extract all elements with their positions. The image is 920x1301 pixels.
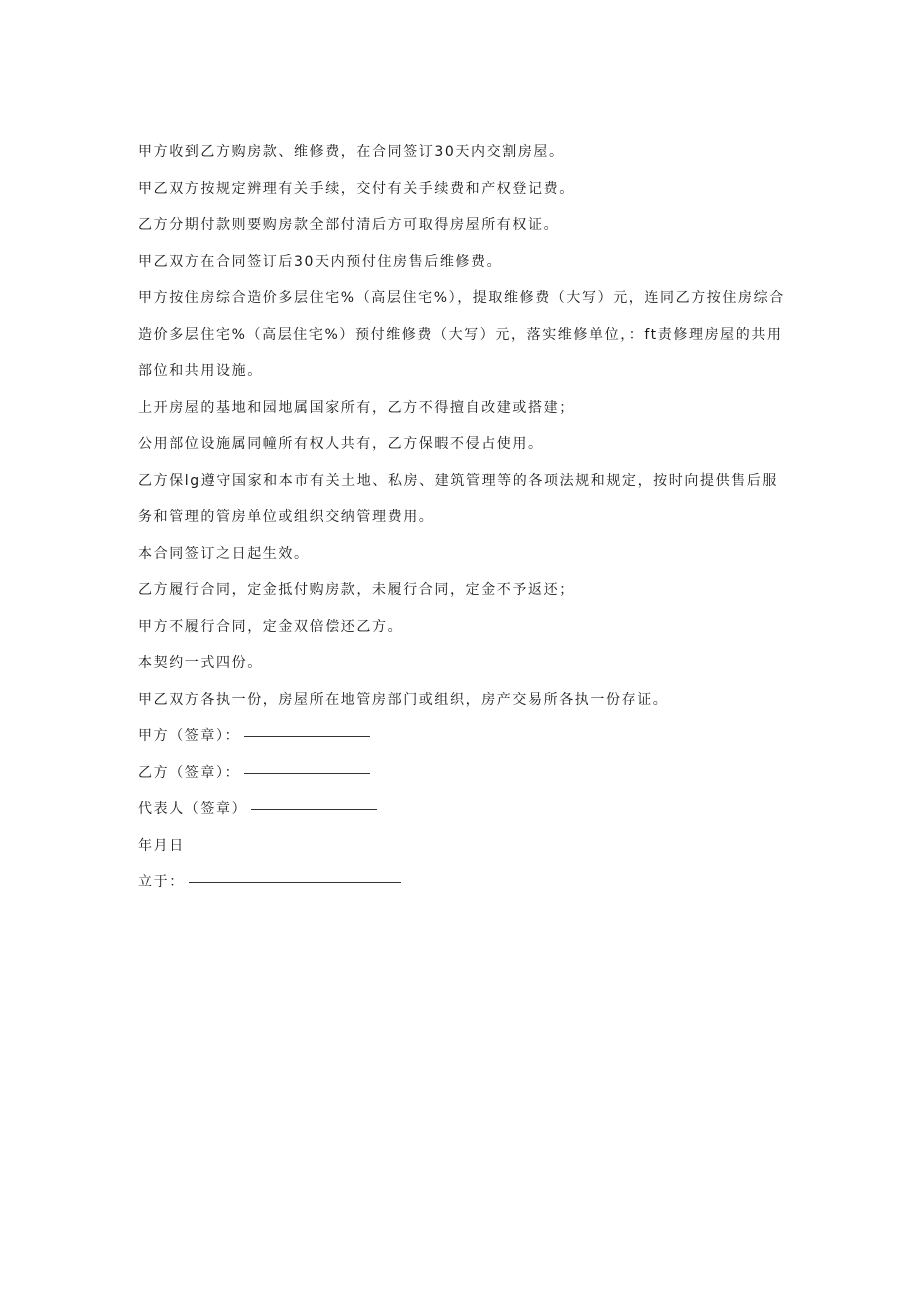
party-a-signature — [138, 718, 788, 755]
contract-body — [138, 134, 788, 901]
clause-deposit-buyer: 乙方履行合同，定金抵付购房款，未履行合同，定金不予返还； — [138, 582, 575, 598]
clause-common-facilities: 公用部位设施属同幢所有权人共有，乙方保暇不侵占使用。 — [138, 436, 544, 452]
clause-copies: 本契约一式四份。 — [138, 655, 263, 671]
clause-procedures: 甲乙双方按规定辨理有关手续，交付有关手续费和产权登记费。 — [138, 180, 575, 197]
representative-signature — [138, 791, 788, 828]
place-label: 立于： — [138, 874, 185, 890]
representative-label: 代表人（签章） — [138, 801, 248, 817]
clause-handover: 甲方收到乙方购房款、维修费，在合同签订30天内交割房屋。 — [138, 144, 565, 160]
party-b-signature-blank[interactable] — [244, 772, 370, 774]
clause-deposit-seller: 甲方不履行合同，定金双倍偿还乙方。 — [138, 618, 404, 635]
date-label: 年月日 — [138, 837, 185, 854]
signing-place — [138, 864, 788, 901]
signing-date — [138, 828, 788, 865]
clause-maintenance-fund: 甲方按住房综合造价多层住宅%（高层住宅%），提取维修费（大写）元，连同乙方按住房综合造价多层住宅%（高层住宅%）预付维修费（大写）元，落实维修单位，：ft责修理房屋的共用部位和共用设施。 — [138, 290, 785, 379]
clause-effective: 本合同签订之日起生效。 — [138, 545, 310, 562]
clause-land-ownership: 上开房屋的基地和园地属国家所有，乙方不得擅自改建或搭建； — [138, 399, 575, 416]
party-a-signature-blank[interactable] — [244, 735, 370, 737]
clause-installment: 乙方分期付款则要购房款全部付清后方可取得房屋所有权证。 — [138, 217, 560, 233]
clause-regulations: 乙方保lg遵守国家和本市有关土地、私房、建筑管理等的各项法规和规定，按时向提供售后服务和管理的管房单位或组织交纳管理费用。 — [138, 472, 778, 525]
clause-copies-distribution: 甲乙双方各执一份，房屋所在地管房部门或组织，房产交易所各执一份存证。 — [138, 691, 669, 708]
party-b-label: 乙方（签章）： — [138, 764, 241, 781]
party-a-label: 甲方（签章）： — [138, 728, 241, 744]
party-b-signature — [138, 755, 788, 792]
clause-maintenance-prepay: 甲乙双方在合同签订后30天内预付住房售后维修费。 — [138, 253, 503, 270]
place-blank[interactable] — [189, 881, 401, 883]
representative-signature-blank[interactable] — [251, 808, 377, 810]
